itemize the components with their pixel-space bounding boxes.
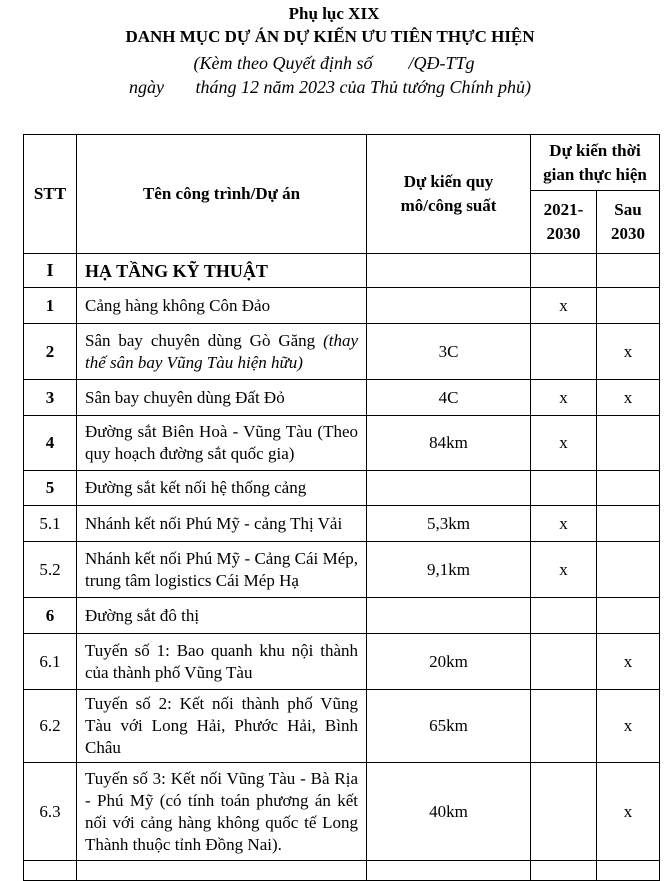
row-period2-mark <box>597 506 660 542</box>
row-stt: 5.2 <box>24 542 77 598</box>
table-row <box>24 634 660 690</box>
row-period1-mark: x <box>531 506 597 542</box>
row-name: Đường sắt kết nối hệ thống cảng <box>77 471 367 506</box>
row-period1-mark <box>531 763 597 861</box>
row-stt: 6 <box>24 598 77 634</box>
row-stt: I <box>24 254 77 288</box>
row-stt: 5.1 <box>24 506 77 542</box>
table-row <box>24 598 660 634</box>
row-name: Nhánh kết nối Phú Mỹ - Cảng Cái Mép, trung tâm logistics Cái Mép Hạ <box>77 542 367 598</box>
row-name: Sân bay chuyên dùng Đất Đỏ <box>77 380 367 416</box>
row-scale: 9,1km <box>367 542 531 598</box>
row-period2-mark <box>597 471 660 506</box>
row-period2-mark <box>597 416 660 471</box>
row-scale <box>367 598 531 634</box>
table-row <box>24 380 660 416</box>
header-scale: Dự kiến quy mô/công suất <box>367 135 531 254</box>
row-period1-mark <box>531 324 597 380</box>
table-row <box>24 324 660 380</box>
row-scale: 65km <box>367 690 531 763</box>
row-period2-mark <box>597 288 660 324</box>
row-period2-mark <box>597 542 660 598</box>
row-period1-mark <box>531 471 597 506</box>
table-row-partial <box>24 861 660 881</box>
row-stt: 6.2 <box>24 690 77 763</box>
table-row <box>24 690 660 763</box>
header-period-2021-2030: 2021-2030 <box>531 191 597 254</box>
row-stt: 2 <box>24 324 77 380</box>
row-period2-mark: x <box>597 324 660 380</box>
row-name: Đường sắt Biên Hoà - Vũng Tàu (Theo quy hoạch đường sắt quốc gia) <box>77 416 367 471</box>
table-row <box>24 542 660 598</box>
header-timeline: Dự kiến thời gian thực hiện <box>531 135 660 191</box>
row-scale <box>367 288 531 324</box>
row-name-main: Sân bay chuyên dùng Gò Găng <box>85 330 316 350</box>
row-stt: 1 <box>24 288 77 324</box>
row-period1-mark: x <box>531 288 597 324</box>
row-period2-mark <box>597 254 660 288</box>
row-stt: 5 <box>24 471 77 506</box>
header-period-after-2030: Sau 2030 <box>597 191 660 254</box>
row-name <box>77 324 367 380</box>
row-period1-mark <box>531 690 597 763</box>
row-scale: 4C <box>367 380 531 416</box>
row-period2-mark: x <box>597 634 660 690</box>
row-stt: 4 <box>24 416 77 471</box>
decision-reference: (Kèm theo Quyết định số /QĐ-TTg <box>193 53 475 73</box>
header-stt: STT <box>24 135 77 254</box>
table-row <box>24 471 660 506</box>
appendix-number: Phụ lục XIX <box>288 4 380 23</box>
row-name: Tuyến số 3: Kết nối Vũng Tàu - Bà Rịa - Phú Mỹ (có tính toán phương án kết nối với cảng hàng không quốc tế Long Thành thuộc tỉnh Đồng Nai). <box>77 763 367 861</box>
row-period1-mark <box>531 634 597 690</box>
row-period2-mark <box>597 598 660 634</box>
table-row <box>24 288 660 324</box>
table-row <box>24 763 660 861</box>
row-period2-mark: x <box>597 380 660 416</box>
row-scale <box>367 471 531 506</box>
table-row <box>24 416 660 471</box>
document-title: DANH MỤC DỰ ÁN DỰ KIẾN ƯU TIÊN THỰC HIỆN <box>125 27 535 46</box>
row-scale <box>367 254 531 288</box>
row-name: Cảng hàng không Côn Đảo <box>77 288 367 324</box>
table-row <box>24 506 660 542</box>
header-project-name: Tên công trình/Dự án <box>77 135 367 254</box>
row-name-note: (thay thế sân bay Vũng Tàu hiện hữu) <box>85 330 358 372</box>
decision-date: ngày tháng 12 năm 2023 của Thủ tướng Chính phủ) <box>129 77 531 97</box>
row-period1-mark <box>531 254 597 288</box>
project-table <box>23 134 660 881</box>
table-row <box>24 254 660 288</box>
row-scale: 40km <box>367 763 531 861</box>
row-scale: 3C <box>367 324 531 380</box>
row-name: Đường sắt đô thị <box>77 598 367 634</box>
row-period1-mark <box>531 598 597 634</box>
row-scale: 5,3km <box>367 506 531 542</box>
row-name: HẠ TẦNG KỸ THUẬT <box>77 254 367 288</box>
row-period1-mark: x <box>531 542 597 598</box>
row-period2-mark: x <box>597 690 660 763</box>
row-name: Tuyến số 1: Bao quanh khu nội thành của thành phố Vũng Tàu <box>77 634 367 690</box>
row-stt: 6.1 <box>24 634 77 690</box>
row-stt: 3 <box>24 380 77 416</box>
row-period2-mark: x <box>597 763 660 861</box>
row-name: Tuyến số 2: Kết nối thành phố Vũng Tàu với Long Hải, Phước Hải, Bình Châu <box>77 690 367 763</box>
row-stt: 6.3 <box>24 763 77 861</box>
row-name: Nhánh kết nối Phú Mỹ - cảng Thị Vải <box>77 506 367 542</box>
row-period1-mark: x <box>531 380 597 416</box>
row-period1-mark: x <box>531 416 597 471</box>
row-scale: 84km <box>367 416 531 471</box>
row-scale: 20km <box>367 634 531 690</box>
